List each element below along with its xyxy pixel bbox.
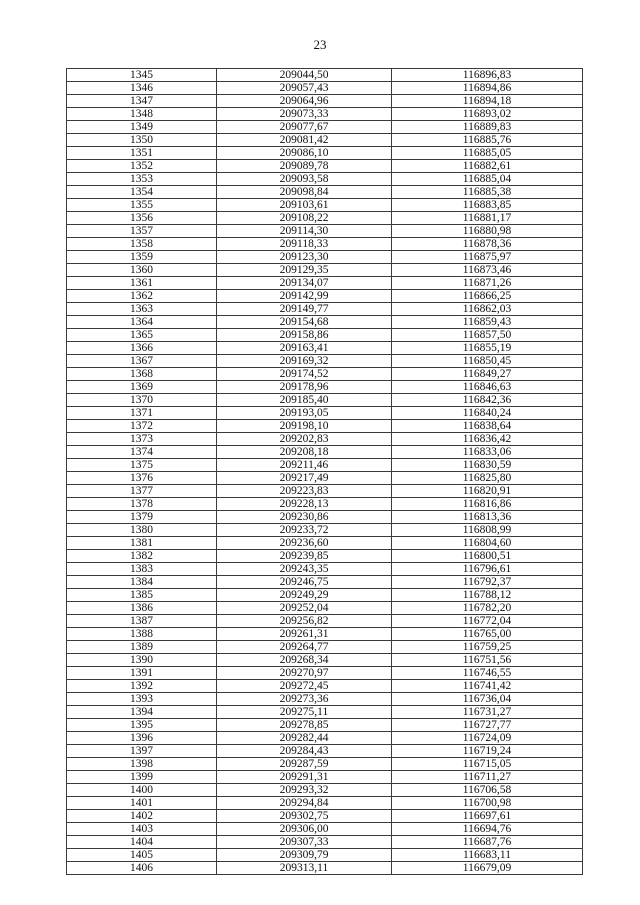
y-coordinate-cell: 116878,36 <box>392 238 583 251</box>
point-number-cell: 1393 <box>67 693 217 706</box>
x-coordinate-cell: 209261,31 <box>217 628 392 641</box>
table-row <box>67 524 583 537</box>
y-coordinate-cell: 116813,36 <box>392 511 583 524</box>
x-coordinate-cell: 209275,11 <box>217 706 392 719</box>
y-coordinate-cell: 116694,76 <box>392 823 583 836</box>
point-number-cell: 1374 <box>67 446 217 459</box>
table-row <box>67 407 583 420</box>
table-row <box>67 680 583 693</box>
x-coordinate-cell: 209272,45 <box>217 680 392 693</box>
y-coordinate-cell: 116746,55 <box>392 667 583 680</box>
y-coordinate-cell: 116830,59 <box>392 459 583 472</box>
x-coordinate-cell: 209073,33 <box>217 108 392 121</box>
point-number-cell: 1404 <box>67 836 217 849</box>
y-coordinate-cell: 116683,11 <box>392 849 583 862</box>
table-row <box>67 368 583 381</box>
x-coordinate-cell: 209268,34 <box>217 654 392 667</box>
point-number-cell: 1355 <box>67 199 217 212</box>
point-number-cell: 1377 <box>67 485 217 498</box>
y-coordinate-cell: 116849,27 <box>392 368 583 381</box>
table-row <box>67 342 583 355</box>
y-coordinate-cell: 116765,00 <box>392 628 583 641</box>
table-row <box>67 706 583 719</box>
table-row <box>67 615 583 628</box>
table-row <box>67 173 583 186</box>
point-number-cell: 1383 <box>67 563 217 576</box>
x-coordinate-cell: 209246,75 <box>217 576 392 589</box>
point-number-cell: 1369 <box>67 381 217 394</box>
y-coordinate-cell: 116871,26 <box>392 277 583 290</box>
table-row <box>67 498 583 511</box>
x-coordinate-cell: 209313,11 <box>217 862 392 875</box>
x-coordinate-cell: 209114,30 <box>217 225 392 238</box>
table-row <box>67 251 583 264</box>
table-row <box>67 771 583 784</box>
y-coordinate-cell: 116796,61 <box>392 563 583 576</box>
x-coordinate-cell: 209064,96 <box>217 95 392 108</box>
y-coordinate-cell: 116836,42 <box>392 433 583 446</box>
table-row <box>67 667 583 680</box>
x-coordinate-cell: 209193,05 <box>217 407 392 420</box>
point-number-cell: 1348 <box>67 108 217 121</box>
x-coordinate-cell: 209093,58 <box>217 173 392 186</box>
y-coordinate-cell: 116866,25 <box>392 290 583 303</box>
point-number-cell: 1396 <box>67 732 217 745</box>
x-coordinate-cell: 209284,43 <box>217 745 392 758</box>
table-row <box>67 420 583 433</box>
y-coordinate-cell: 116875,97 <box>392 251 583 264</box>
y-coordinate-cell: 116846,63 <box>392 381 583 394</box>
point-number-cell: 1366 <box>67 342 217 355</box>
x-coordinate-cell: 209252,04 <box>217 602 392 615</box>
y-coordinate-cell: 116883,85 <box>392 199 583 212</box>
table-row <box>67 433 583 446</box>
point-number-cell: 1391 <box>67 667 217 680</box>
x-coordinate-cell: 209158,86 <box>217 329 392 342</box>
point-number-cell: 1359 <box>67 251 217 264</box>
point-number-cell: 1392 <box>67 680 217 693</box>
table-row <box>67 212 583 225</box>
table-row <box>67 628 583 641</box>
y-coordinate-cell: 116715,05 <box>392 758 583 771</box>
y-coordinate-cell: 116808,99 <box>392 524 583 537</box>
x-coordinate-cell: 209282,44 <box>217 732 392 745</box>
x-coordinate-cell: 209089,78 <box>217 160 392 173</box>
x-coordinate-cell: 209270,97 <box>217 667 392 680</box>
point-number-cell: 1346 <box>67 82 217 95</box>
point-number-cell: 1378 <box>67 498 217 511</box>
table-row <box>67 446 583 459</box>
x-coordinate-cell: 209249,29 <box>217 589 392 602</box>
table-row <box>67 329 583 342</box>
table-row <box>67 641 583 654</box>
point-number-cell: 1384 <box>67 576 217 589</box>
table-row <box>67 576 583 589</box>
point-number-cell: 1361 <box>67 277 217 290</box>
point-number-cell: 1363 <box>67 303 217 316</box>
y-coordinate-cell: 116697,61 <box>392 810 583 823</box>
y-coordinate-cell: 116862,03 <box>392 303 583 316</box>
x-coordinate-cell: 209142,99 <box>217 290 392 303</box>
y-coordinate-cell: 116850,45 <box>392 355 583 368</box>
table-row <box>67 537 583 550</box>
y-coordinate-cell: 116711,27 <box>392 771 583 784</box>
table-row <box>67 394 583 407</box>
x-coordinate-cell: 209211,46 <box>217 459 392 472</box>
point-number-cell: 1400 <box>67 784 217 797</box>
x-coordinate-cell: 209294,84 <box>217 797 392 810</box>
table-row <box>67 654 583 667</box>
point-number-cell: 1397 <box>67 745 217 758</box>
table-row <box>67 225 583 238</box>
table-row <box>67 784 583 797</box>
table-row <box>67 316 583 329</box>
y-coordinate-cell: 116804,60 <box>392 537 583 550</box>
x-coordinate-cell: 209129,35 <box>217 264 392 277</box>
table-row <box>67 69 583 82</box>
y-coordinate-cell: 116885,38 <box>392 186 583 199</box>
table-row <box>67 303 583 316</box>
point-number-cell: 1358 <box>67 238 217 251</box>
point-number-cell: 1373 <box>67 433 217 446</box>
point-number-cell: 1345 <box>67 69 217 82</box>
x-coordinate-cell: 209233,72 <box>217 524 392 537</box>
point-number-cell: 1352 <box>67 160 217 173</box>
y-coordinate-cell: 116859,43 <box>392 316 583 329</box>
x-coordinate-cell: 209154,68 <box>217 316 392 329</box>
table-row <box>67 355 583 368</box>
point-number-cell: 1394 <box>67 706 217 719</box>
x-coordinate-cell: 209134,07 <box>217 277 392 290</box>
x-coordinate-cell: 209149,77 <box>217 303 392 316</box>
table-row <box>67 732 583 745</box>
y-coordinate-cell: 116792,37 <box>392 576 583 589</box>
y-coordinate-cell: 116719,24 <box>392 745 583 758</box>
y-coordinate-cell: 116873,46 <box>392 264 583 277</box>
y-coordinate-cell: 116885,04 <box>392 173 583 186</box>
table-row <box>67 199 583 212</box>
y-coordinate-cell: 116881,17 <box>392 212 583 225</box>
table-row <box>67 186 583 199</box>
table-row <box>67 849 583 862</box>
table-row <box>67 485 583 498</box>
table-row <box>67 563 583 576</box>
point-number-cell: 1390 <box>67 654 217 667</box>
point-number-cell: 1350 <box>67 134 217 147</box>
y-coordinate-cell: 116880,98 <box>392 225 583 238</box>
y-coordinate-cell: 116800,51 <box>392 550 583 563</box>
point-number-cell: 1356 <box>67 212 217 225</box>
point-number-cell: 1402 <box>67 810 217 823</box>
x-coordinate-cell: 209123,30 <box>217 251 392 264</box>
x-coordinate-cell: 209202,83 <box>217 433 392 446</box>
x-coordinate-cell: 209081,42 <box>217 134 392 147</box>
point-number-cell: 1387 <box>67 615 217 628</box>
coordinates-table <box>66 68 583 875</box>
y-coordinate-cell: 116727,77 <box>392 719 583 732</box>
point-number-cell: 1403 <box>67 823 217 836</box>
y-coordinate-cell: 116857,50 <box>392 329 583 342</box>
table-row <box>67 277 583 290</box>
x-coordinate-cell: 209086,10 <box>217 147 392 160</box>
x-coordinate-cell: 209208,18 <box>217 446 392 459</box>
point-number-cell: 1380 <box>67 524 217 537</box>
x-coordinate-cell: 209044,50 <box>217 69 392 82</box>
y-coordinate-cell: 116731,27 <box>392 706 583 719</box>
x-coordinate-cell: 209287,59 <box>217 758 392 771</box>
table-row <box>67 147 583 160</box>
x-coordinate-cell: 209198,10 <box>217 420 392 433</box>
y-coordinate-cell: 116889,83 <box>392 121 583 134</box>
x-coordinate-cell: 209243,35 <box>217 563 392 576</box>
point-number-cell: 1405 <box>67 849 217 862</box>
point-number-cell: 1370 <box>67 394 217 407</box>
table-row <box>67 238 583 251</box>
point-number-cell: 1349 <box>67 121 217 134</box>
x-coordinate-cell: 209302,75 <box>217 810 392 823</box>
x-coordinate-cell: 209291,31 <box>217 771 392 784</box>
point-number-cell: 1398 <box>67 758 217 771</box>
x-coordinate-cell: 209185,40 <box>217 394 392 407</box>
y-coordinate-cell: 116724,09 <box>392 732 583 745</box>
page-number: 23 <box>313 37 327 52</box>
y-coordinate-cell: 116706,58 <box>392 784 583 797</box>
point-number-cell: 1371 <box>67 407 217 420</box>
y-coordinate-cell: 116885,05 <box>392 147 583 160</box>
table-row <box>67 82 583 95</box>
x-coordinate-cell: 209108,22 <box>217 212 392 225</box>
table-row <box>67 472 583 485</box>
y-coordinate-cell: 116894,18 <box>392 95 583 108</box>
coordinates-table-body <box>67 69 583 875</box>
y-coordinate-cell: 116840,24 <box>392 407 583 420</box>
y-coordinate-cell: 116893,02 <box>392 108 583 121</box>
table-row <box>67 459 583 472</box>
x-coordinate-cell: 209178,96 <box>217 381 392 394</box>
table-row <box>67 719 583 732</box>
x-coordinate-cell: 209169,32 <box>217 355 392 368</box>
y-coordinate-cell: 116842,36 <box>392 394 583 407</box>
point-number-cell: 1365 <box>67 329 217 342</box>
table-row <box>67 758 583 771</box>
table-row <box>67 693 583 706</box>
point-number-cell: 1388 <box>67 628 217 641</box>
x-coordinate-cell: 209239,85 <box>217 550 392 563</box>
y-coordinate-cell: 116885,76 <box>392 134 583 147</box>
y-coordinate-cell: 116816,86 <box>392 498 583 511</box>
x-coordinate-cell: 209264,77 <box>217 641 392 654</box>
y-coordinate-cell: 116687,76 <box>392 836 583 849</box>
x-coordinate-cell: 209293,32 <box>217 784 392 797</box>
point-number-cell: 1399 <box>67 771 217 784</box>
y-coordinate-cell: 116782,20 <box>392 602 583 615</box>
table-row <box>67 745 583 758</box>
point-number-cell: 1372 <box>67 420 217 433</box>
x-coordinate-cell: 209256,82 <box>217 615 392 628</box>
y-coordinate-cell: 116838,64 <box>392 420 583 433</box>
x-coordinate-cell: 209118,33 <box>217 238 392 251</box>
x-coordinate-cell: 209306,00 <box>217 823 392 836</box>
y-coordinate-cell: 116833,06 <box>392 446 583 459</box>
x-coordinate-cell: 209273,36 <box>217 693 392 706</box>
table-row <box>67 511 583 524</box>
y-coordinate-cell: 116788,12 <box>392 589 583 602</box>
x-coordinate-cell: 209228,13 <box>217 498 392 511</box>
point-number-cell: 1401 <box>67 797 217 810</box>
y-coordinate-cell: 116896,83 <box>392 69 583 82</box>
point-number-cell: 1362 <box>67 290 217 303</box>
table-row <box>67 121 583 134</box>
table-row <box>67 797 583 810</box>
y-coordinate-cell: 116759,25 <box>392 641 583 654</box>
x-coordinate-cell: 209057,43 <box>217 82 392 95</box>
point-number-cell: 1360 <box>67 264 217 277</box>
y-coordinate-cell: 116772,04 <box>392 615 583 628</box>
y-coordinate-cell: 116679,09 <box>392 862 583 875</box>
point-number-cell: 1357 <box>67 225 217 238</box>
table-row <box>67 550 583 563</box>
y-coordinate-cell: 116825,80 <box>392 472 583 485</box>
y-coordinate-cell: 116855,19 <box>392 342 583 355</box>
x-coordinate-cell: 209103,61 <box>217 199 392 212</box>
point-number-cell: 1375 <box>67 459 217 472</box>
x-coordinate-cell: 209230,86 <box>217 511 392 524</box>
table-row <box>67 290 583 303</box>
y-coordinate-cell: 116736,04 <box>392 693 583 706</box>
x-coordinate-cell: 209307,33 <box>217 836 392 849</box>
point-number-cell: 1385 <box>67 589 217 602</box>
y-coordinate-cell: 116751,56 <box>392 654 583 667</box>
x-coordinate-cell: 209098,84 <box>217 186 392 199</box>
y-coordinate-cell: 116820,91 <box>392 485 583 498</box>
table-row <box>67 264 583 277</box>
y-coordinate-cell: 116700,98 <box>392 797 583 810</box>
table-row <box>67 108 583 121</box>
point-number-cell: 1368 <box>67 368 217 381</box>
point-number-cell: 1364 <box>67 316 217 329</box>
x-coordinate-cell: 209236,60 <box>217 537 392 550</box>
table-row <box>67 134 583 147</box>
table-row <box>67 810 583 823</box>
point-number-cell: 1367 <box>67 355 217 368</box>
x-coordinate-cell: 209309,79 <box>217 849 392 862</box>
point-number-cell: 1395 <box>67 719 217 732</box>
x-coordinate-cell: 209278,85 <box>217 719 392 732</box>
point-number-cell: 1406 <box>67 862 217 875</box>
x-coordinate-cell: 209077,67 <box>217 121 392 134</box>
point-number-cell: 1379 <box>67 511 217 524</box>
point-number-cell: 1354 <box>67 186 217 199</box>
point-number-cell: 1376 <box>67 472 217 485</box>
point-number-cell: 1386 <box>67 602 217 615</box>
point-number-cell: 1381 <box>67 537 217 550</box>
table-row <box>67 823 583 836</box>
x-coordinate-cell: 209174,52 <box>217 368 392 381</box>
table-row <box>67 589 583 602</box>
table-row <box>67 602 583 615</box>
point-number-cell: 1353 <box>67 173 217 186</box>
table-row <box>67 836 583 849</box>
table-row <box>67 862 583 875</box>
y-coordinate-cell: 116894,86 <box>392 82 583 95</box>
x-coordinate-cell: 209223,83 <box>217 485 392 498</box>
x-coordinate-cell: 209163,41 <box>217 342 392 355</box>
point-number-cell: 1382 <box>67 550 217 563</box>
point-number-cell: 1389 <box>67 641 217 654</box>
y-coordinate-cell: 116882,61 <box>392 160 583 173</box>
point-number-cell: 1351 <box>67 147 217 160</box>
table-row <box>67 381 583 394</box>
table-row <box>67 95 583 108</box>
x-coordinate-cell: 209217,49 <box>217 472 392 485</box>
table-row <box>67 160 583 173</box>
y-coordinate-cell: 116741,42 <box>392 680 583 693</box>
point-number-cell: 1347 <box>67 95 217 108</box>
